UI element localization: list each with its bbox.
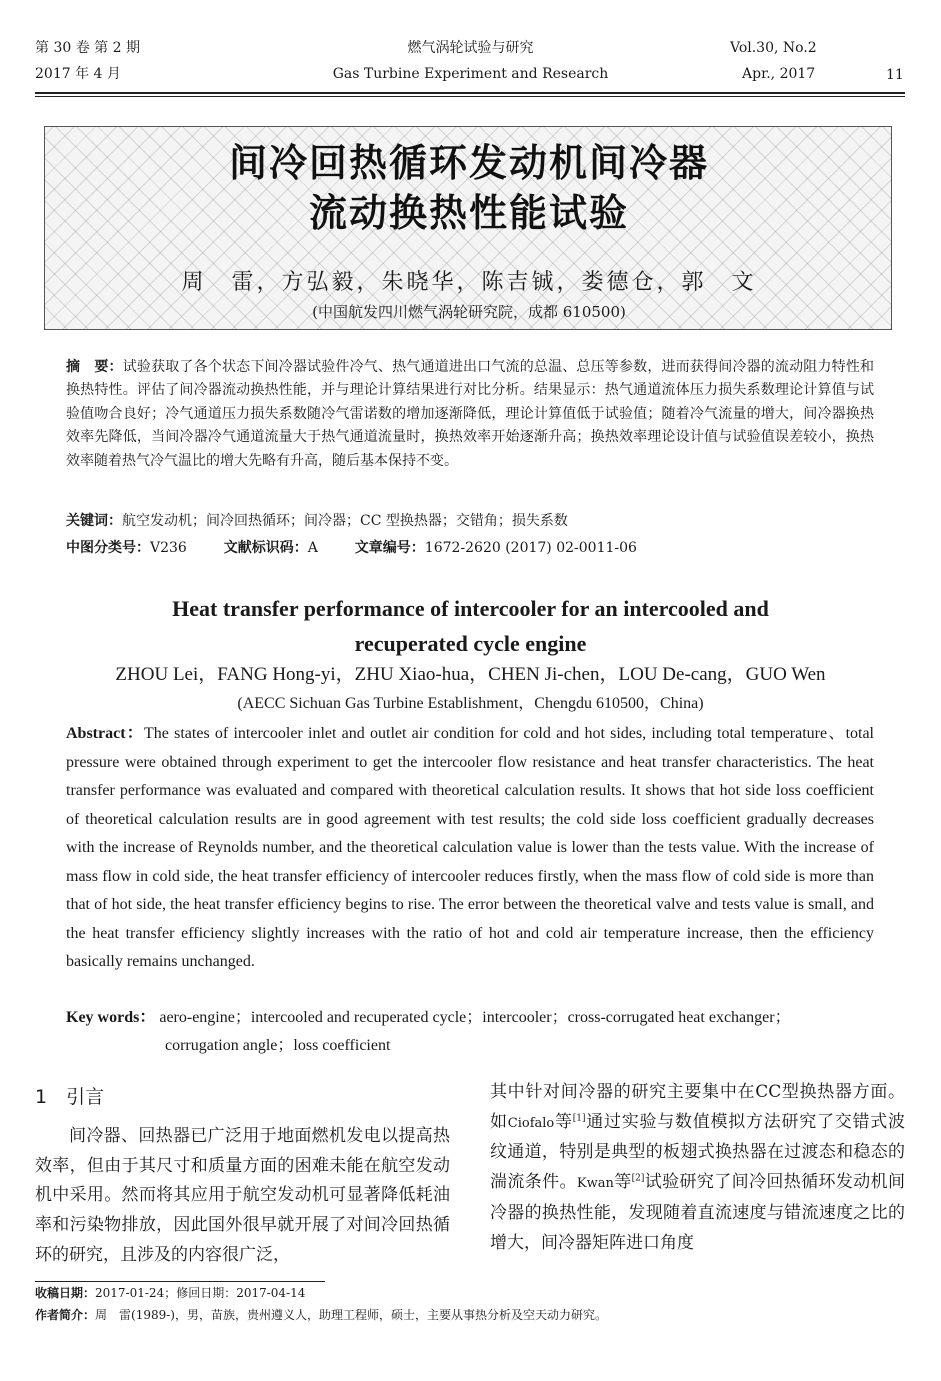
body-column-right (490, 1078, 905, 1258)
body-text-span: 试验研究了间冷回热循环发动机间冷器的换热性能，发现随着直流速度与错流速度之比的增大，间冷器矩阵进口角度 (490, 1172, 906, 1253)
header-date-en: Apr., 2017 (742, 66, 816, 82)
footnote-rule (35, 1281, 325, 1282)
keywords-cn (66, 510, 568, 532)
clc-label: 中图分类号： (66, 540, 150, 556)
header-rule-thin (35, 96, 905, 97)
author-bio-value: 周 雷(1989-)，男，苗族，贵州遵义人，助理工程师，硕士，主要从事热分析及空天动力研究。 (95, 1308, 607, 1322)
footnote-author (35, 1306, 607, 1324)
body-text-span: 等 (554, 1111, 573, 1132)
received-value: 2017-01-24；修回日期：2017-04-14 (95, 1286, 306, 1300)
clc-value: V236 (150, 540, 187, 556)
body-text-span: 通过实验与数值模拟方法研究了交错式波纹通道，特别是典型的板翅式换热器在过渡态和稳态的湍流条件。 (490, 1111, 906, 1193)
header-volume-en: Vol.30, No.2 (730, 40, 817, 56)
header-journal-en: Gas Turbine Experiment and Research (332, 66, 609, 82)
footnote-received (35, 1284, 305, 1302)
page-number: 11 (886, 67, 904, 83)
abstract-cn-text: 试验获取了各个状态下间冷器试验件冷气、热气通道进出口气流的总温、总压等参数，进而获得间冷器的流动阻力特性和换热特性。评估了间冷器流动换热性能，并与理论计算结果进行对比分析。结果显示：热气通道流体压力损失系数理论计算值与试验值吻合良好；冷气通道压力损失系数随冷气雷诺数的增加逐渐降低，理论计算值低于试验值；随着冷气流量的增大，间冷器换热效率先降低，当间冷器冷气通道流量大于热气通道流量时，换热效率开始逐渐升高；换热效率理论设计值与试验值误差较小，换热效率随着热气冷气温比的增大先略有升高，随后基本保持不变。 (66, 359, 875, 469)
abstract-cn-label: 摘 要： (66, 359, 123, 375)
title-cn-line1: 间冷回热循环发动机间冷器 (228, 141, 709, 185)
citation-name: Kwan (576, 1176, 614, 1192)
received-label: 收稿日期： (35, 1286, 96, 1300)
abstract-cn (66, 356, 874, 473)
abstract-en (66, 720, 874, 977)
keywords-en-line1: aero-engine；intercooled and recuperated cycle；intercooler；cross-corrugated heat exchanger； (159, 1009, 791, 1026)
abstract-en-label: Abstract： (66, 725, 145, 742)
header-rule (35, 92, 905, 94)
header-date-cn: 2017 年 4 月 (35, 66, 121, 82)
title-en-line1: Heat transfer performance of intercooler for an intercooled and (172, 596, 769, 621)
doc-code-value: A (307, 540, 318, 556)
citation-name: Ciofalo (507, 1115, 555, 1131)
body-column-left (35, 1122, 450, 1271)
keywords-en-line2: corrugation angle；loss coefficient (165, 1037, 391, 1054)
doc-code-label: 文献标识码： (223, 540, 308, 556)
article-number-value: 1672-2620 (2017) 02-0011-06 (424, 540, 637, 556)
authors-cn: 周 雷，方弘毅，朱晓华，陈吉铖，娄德仓，郭 文 (181, 270, 757, 295)
authors-en: ZHOU Lei，FANG Hong-yi，ZHU Xiao-hua，CHEN Ji-chen，LOU De-cang，GUO Wen (115, 664, 826, 685)
header-journal-cn: 燃气涡轮试验与研究 (407, 40, 534, 56)
body-text-span: 其中针对间冷器的研究主要集中在CC型换热器方面。如 (490, 1082, 905, 1132)
keywords-en (66, 1004, 874, 1060)
title-block (44, 126, 892, 330)
title-en-line2: recuperated cycle engine (354, 631, 587, 656)
keywords-cn-text: 航空发动机；间冷回热循环；间冷器；CC 型换热器；交错角；损失系数 (122, 513, 568, 529)
header-issue-cn: 第 30 卷 第 2 期 (35, 40, 140, 56)
article-number-label: 文章编号： (354, 540, 425, 556)
classification-line (66, 537, 637, 559)
affiliation-en: (AECC Sichuan Gas Turbine Establishment，Chengdu 610500，China) (237, 695, 704, 712)
reference-marker[interactable]: [2] (631, 1173, 645, 1184)
keywords-cn-label: 关键词： (66, 513, 122, 529)
keywords-en-label: Key words： (66, 1009, 156, 1026)
abstract-en-text: The states of intercooler inlet and outlet air condition for cold and hot sides, including total temperature、total pressure were obtained through experiment to get the intercooler flow resistance and heat transfer characteristics. The heat transfer performance was evaluated and compared with theoretical calculation results. It shows that hot side loss coefficient of theoretical calculation results are in good agreement with test results; the cold side loss coefficient gradually decreases with the increase of Reynolds number, and the theoretical calculation value is lower than the tests value. With the increase of mass flow in cold side, the heat transfer efficiency of intercooler reduces firstly, when the mass flow of cold side is more than that of hot side, the heat transfer efficiency begins to rise. The error between the theoretical valve and tests value is small, and the heat transfer efficiency slightly increases with the ratio of hot and cold air temperature increase, then the efficiency basically remains unchanged. (66, 725, 875, 970)
reference-marker[interactable]: [1] (572, 1113, 586, 1124)
author-bio-label: 作者简介： (35, 1308, 96, 1322)
body-paragraph-right (490, 1078, 905, 1258)
affiliation-cn: (中国航发四川燃气涡轮研究院，成都 610500) (312, 303, 626, 321)
body-text-span: 等 (613, 1172, 632, 1193)
title-cn-line2: 流动换热性能试验 (308, 191, 629, 235)
body-paragraph-left: 间冷器、回热器已广泛用于地面燃机发电以提高热效率，但由于其尺寸和质量方面的困难未能在航空发动机中采用。然而将其应用于航空发动机可显著降低耗油率和污染物排放，因此国外很早就开展了对间冷回热循环的研究，且涉及的内容很广泛， (35, 1126, 450, 1265)
section-heading: 1 引言 (35, 1086, 105, 1108)
